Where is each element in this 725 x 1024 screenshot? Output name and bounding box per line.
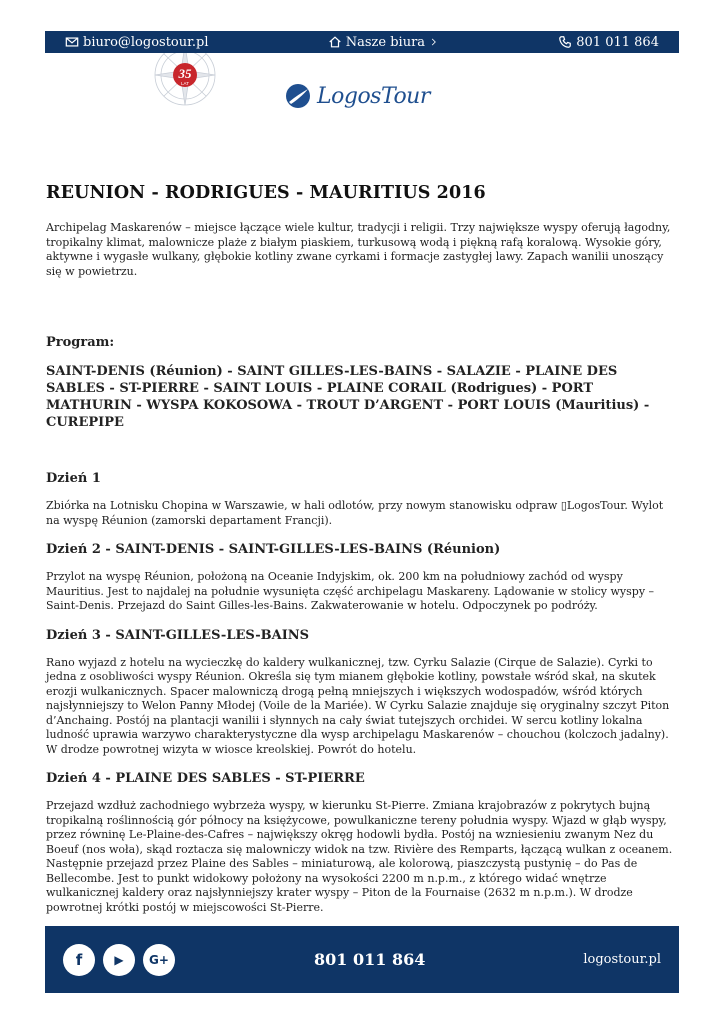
footer-website-link[interactable]: logostour.pl <box>583 952 661 967</box>
offices-text: Nasze biura <box>345 34 426 50</box>
offices-link[interactable] <box>328 35 439 50</box>
email-link[interactable] <box>65 35 209 50</box>
youtube-icon[interactable]: ▶ <box>103 944 135 976</box>
contact-bar <box>45 31 679 53</box>
day-heading: Dzień 2 - SAINT-DENIS - SAINT-GILLES-LES-BAINS (Réunion) <box>46 542 501 557</box>
chevron-right-icon <box>429 37 439 47</box>
anniversary-badge <box>145 53 225 115</box>
day-description: Rano wyjazd z hotelu na wycieczkę do kaldery wulkanicznej, tzw. Cyrku Salazie (Cirque de Salazie). Cyrki to jedna z osobliwości wyspy Réunion. Określa się tym mianem głębokie kotliny, powstałe wśród skał, na skutek erozji wulkanicznych. Spacer malowniczą drogą pełną mniejszych i większych wodospadów, wśród których najsłynniejszy to Welon Panny Młodej (Voile de la Mariée). W Cyrku Salazie znajduje się oryginalny szczyt Piton d’Anchaing. Postój na plantacji wanilii i słynnych na cały świat tutejszych orchidei. W sercu kotliny lokalna ludność uprawia warzywo charakterystyczne dla wysp archipelagu Maskarenów – chouchou (kolczoch jadalny). W drodze powrotnej wizyta w wiosce kreolskiej. Powrót do hotelu. <box>46 655 670 756</box>
day-heading: Dzień 3 - SAINT-GILLES-LES-BAINS <box>46 627 310 643</box>
google-plus-icon[interactable]: G+ <box>143 944 175 976</box>
day-description: Zbiórka na Lotnisku Chopina w Warszawie, w hali odlotów, przy nowym stanowisku odpraw ▯LogosTour. Wylot na wyspę Réunion (zamorski departament Francji). <box>46 499 664 527</box>
home-icon <box>328 35 342 49</box>
logo-emblem-icon <box>285 83 311 109</box>
compass-rose-icon <box>145 53 225 115</box>
phone-text: 801 011 864 <box>576 34 659 50</box>
facebook-icon[interactable]: f <box>63 944 95 976</box>
footer-phone[interactable]: 801 011 864 <box>314 950 426 969</box>
email-text: biuro@logostour.pl <box>83 34 209 50</box>
badge-number: 35 <box>178 66 192 81</box>
day-description: Przejazd wzdłuż zachodniego wybrzeża wyspy, w kierunku St-Pierre. Zmiana krajobrazów z pokrytych bujną tropikalną roślinnością gór północy na księżycowe, powulkaniczne tereny południa wyspy. Wjazd w głąb wyspy, przez równinę Le-Plaine-des-Cafres – największy okręg hodowli bydła. Postój na wzniesieniu zwanym Nez du Boeuf (nos woła), skąd roztacza się malowniczy widok na tzw. Rivière des Remparts, łączącą wulkan z oceanem. Następnie przejazd przez Plaine des Sables – miniaturową, ale kolorową, piaszczystą pustynię – do Pas de Bellecombe. Jest to punkt widokowy położony na wysokości 2200 m n.p.m., z którego widać wnętrze wulkanicznej kaldery oraz najsłynniejszy krater wyspy – Piton de la Fournaise (2632 m n.p.m.). W drodze powrotnej krótki postój w miejscowości St-Pierre. <box>46 799 673 914</box>
footer-bar <box>45 926 679 993</box>
envelope-icon <box>65 35 79 49</box>
route-summary: SAINT-DENIS (Réunion) - SAINT GILLES-LES-BAINS - SALAZIE - PLAINE DES SABLES - ST-PIERRE - SAINT LOUIS - PLAINE CORAIL (Rodrigues) - PORT MATHURIN - WYSPA KOKOSOWA - TROUT D’ARGENT - PORT LOUIS (Mauritius) - CUREPIPE <box>46 364 650 430</box>
social-links <box>63 944 175 976</box>
logostour-logo[interactable] <box>285 78 430 114</box>
program-heading: Program: <box>46 335 115 350</box>
badge-sub: LAT <box>181 81 189 86</box>
main-content <box>46 183 680 929</box>
logo-text: LogosTour <box>317 83 430 109</box>
day-description: Przylot na wyspę Réunion, położoną na Oceanie Indyjskim, ok. 200 km na południowy zachód od wyspy Mauritius. Jest to najdalej na południe wysunięta część archipelagu Maskareny. Lądowanie w stolicy wyspy – Saint-Denis. Przejazd do Saint Gilles-les-Bains. Zakwaterowanie w hotelu. Odpoczynek po podróży. <box>46 570 655 612</box>
day-heading: Dzień 4 - PLAINE DES SABLES - ST-PIERRE <box>46 771 365 786</box>
intro-paragraph: Archipelag Maskarenów – miejsce łączące wiele kultur, tradycji i religii. Trzy największe wyspy oferują łagodny, tropikalny klimat, malownicze plaże z białym piaskiem, turkusową wodą i piękną rafą koralową. Wysokie góry, aktywne i wygasłe wulkany, głębokie kotliny zwane cyrkami i formacje zastygłej lawy. Zapach wanilii unoszący się w powietrzu. <box>46 221 671 278</box>
day-heading: Dzień 1 <box>46 471 101 486</box>
page-title: REUNION - RODRIGUES - MAURITIUS 2016 <box>46 183 486 203</box>
phone-link[interactable] <box>558 35 659 50</box>
phone-icon <box>558 35 572 49</box>
